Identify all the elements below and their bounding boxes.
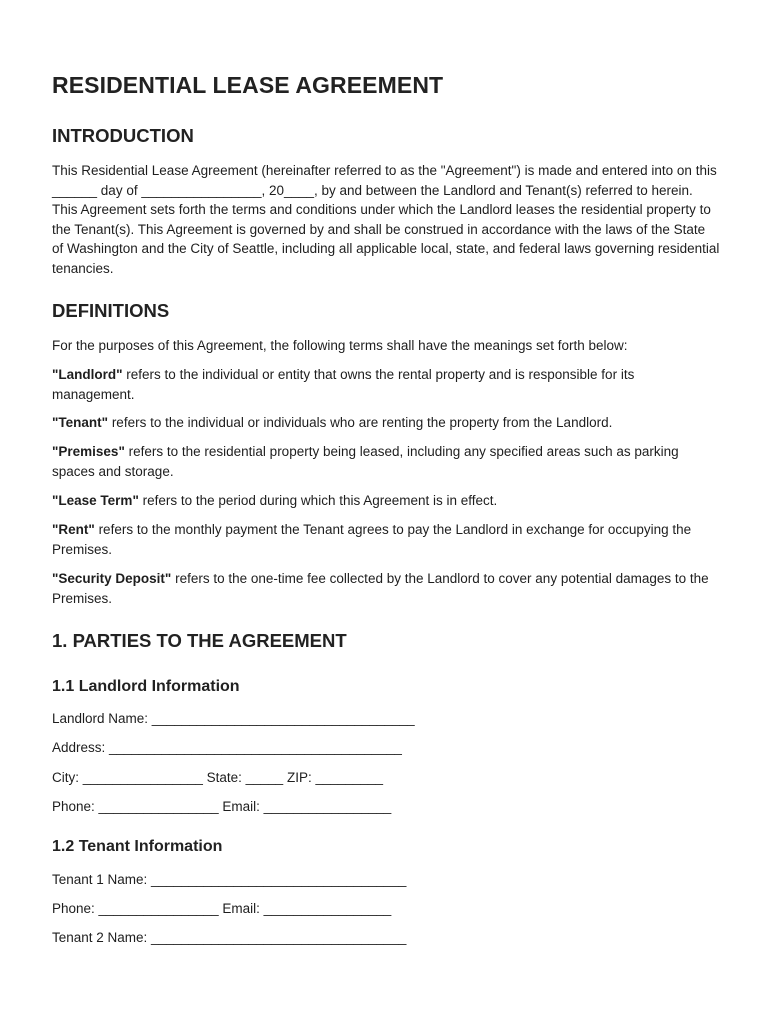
definition-landlord xyxy=(52,365,720,404)
definition-term: "Premises" xyxy=(52,444,125,459)
definition-text: refers to the period during which this Agreement is in effect. xyxy=(138,493,498,508)
tenant-info-heading: 1.2 Tenant Information xyxy=(52,838,223,855)
parties-heading: 1. PARTIES TO THE AGREEMENT xyxy=(52,630,347,651)
definition-term: "Landlord" xyxy=(52,367,123,382)
definition-term: "Tenant" xyxy=(52,415,109,430)
introduction-text: This Residential Lease Agreement (hereinafter referred to as the "Agreement") is made and entered into on this ______ day of ________________, 20____, by and between the Landlord and Tenant(s) referred to herein. This Agreement sets forth the terms and conditions under which the Landlord leases the residential property to the Tenant(s). This Agreement is governed by and shall be construed in accordance with the laws of the State of Washington and the City of Seattle, including all applicable local, state, and federal laws governing residential tenancies. xyxy=(52,163,720,276)
definition-tenant xyxy=(52,413,720,433)
definition-rent xyxy=(52,520,720,559)
landlord-phone-email-field[interactable]: Phone: ________________ Email: _________________ xyxy=(52,799,392,814)
definition-text: refers to the individual or individuals who are renting the property from the Landlord. xyxy=(108,415,613,430)
tenant-phone-email-field[interactable]: Phone: ________________ Email: _________________ xyxy=(52,901,392,916)
landlord-info-heading: 1.1 Landlord Information xyxy=(52,678,240,695)
tenant1-name-field[interactable]: Tenant 1 Name: __________________________________ xyxy=(52,872,407,887)
definition-text: refers to the residential property being leased, including any specified areas such as parking spaces and storage. xyxy=(52,444,679,479)
definition-security-deposit xyxy=(52,569,720,608)
definitions-intro: For the purposes of this Agreement, the following terms shall have the meanings set forth below: xyxy=(52,338,628,353)
landlord-address-field[interactable]: Address: _______________________________________ xyxy=(52,740,402,755)
definition-text: refers to the individual or entity that owns the rental property and is responsible for its management. xyxy=(52,367,635,402)
introduction-heading: INTRODUCTION xyxy=(52,125,194,146)
definition-term: "Lease Term" xyxy=(52,493,139,508)
definition-term: "Security Deposit" xyxy=(52,571,172,586)
definition-term: "Rent" xyxy=(52,522,95,537)
definitions-heading: DEFINITIONS xyxy=(52,300,170,321)
tenant2-name-field[interactable]: Tenant 2 Name: __________________________________ xyxy=(52,930,407,945)
landlord-name-field[interactable]: Landlord Name: ___________________________________ xyxy=(52,711,415,726)
definition-text: refers to the one-time fee collected by the Landlord to cover any potential damages to the Premises. xyxy=(52,571,709,606)
definition-text: refers to the monthly payment the Tenant agrees to pay the Landlord in exchange for occupying the Premises. xyxy=(52,522,692,557)
definition-lease-term xyxy=(52,491,720,511)
definition-premises xyxy=(52,442,720,481)
document-title: RESIDENTIAL LEASE AGREEMENT xyxy=(52,72,444,98)
landlord-city-state-zip-field[interactable]: City: ________________ State: _____ ZIP: _________ xyxy=(52,770,384,785)
